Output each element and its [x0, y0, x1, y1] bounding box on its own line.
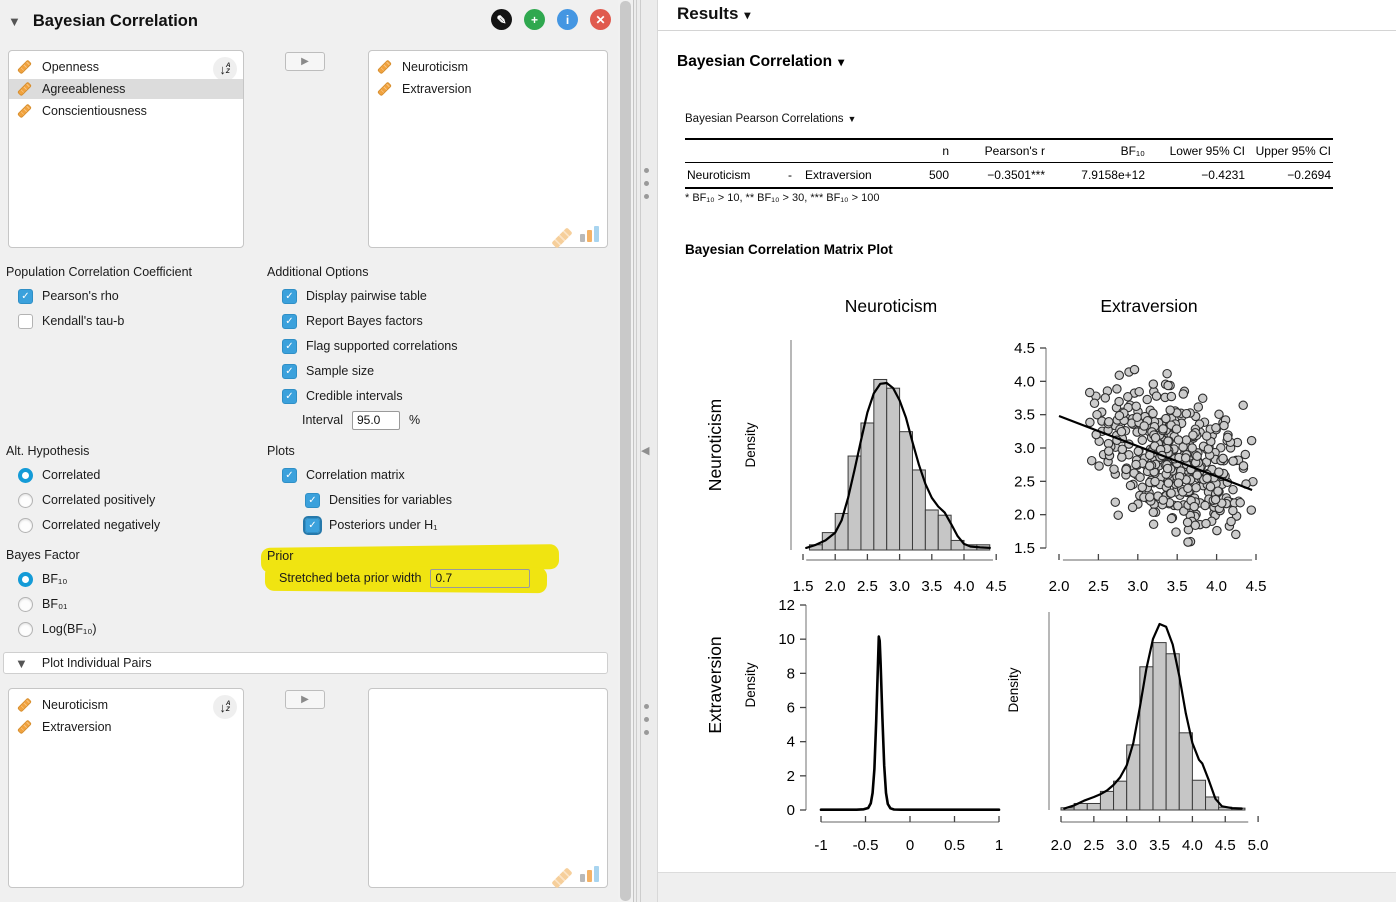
allowed-type-icons — [551, 226, 599, 242]
svg-text:5.0: 5.0 — [1247, 837, 1269, 854]
scale-variable-icon — [377, 82, 392, 97]
section-pop-corr-header: Population Correlation Coefficient — [6, 265, 192, 279]
results-header-bar — [658, 0, 1396, 31]
plus-icon: + — [530, 12, 538, 27]
radio-unselected-icon[interactable] — [18, 518, 33, 533]
svg-text:Neuroticism: Neuroticism — [705, 398, 725, 492]
svg-text:2.0: 2.0 — [1050, 837, 1072, 854]
plot-individual-pairs-expander[interactable] — [3, 652, 608, 674]
matrix-plot-title: Bayesian Correlation Matrix Plot — [685, 242, 893, 257]
results-panel — [657, 0, 1396, 902]
list-item[interactable] — [9, 695, 243, 715]
svg-text:0: 0 — [905, 837, 915, 854]
section-alt-hypothesis-header: Alt. Hypothesis — [6, 444, 90, 458]
radio-selected-icon[interactable] — [18, 468, 33, 483]
svg-text:3.0: 3.0 — [889, 578, 911, 595]
option-label: Sample size — [306, 364, 375, 378]
svg-text:3.5: 3.5 — [1149, 837, 1170, 854]
svg-text:Density: Density — [743, 422, 758, 468]
edit-title-button[interactable] — [491, 9, 512, 30]
svg-text:2: 2 — [786, 767, 795, 785]
svg-text:Extraversion: Extraversion — [1100, 296, 1198, 316]
checkbox-unchecked-icon[interactable] — [18, 314, 33, 329]
radio-bf10[interactable] — [18, 570, 67, 588]
radio-selected-icon[interactable] — [18, 572, 33, 587]
checkbox-sample-size[interactable] — [282, 362, 374, 380]
option-label: BF₁₀ — [42, 572, 68, 586]
checkbox-checked-icon[interactable]: ✓ — [282, 339, 297, 354]
section-prior-header: Prior — [267, 549, 294, 563]
drag-handle-dots[interactable] — [644, 168, 649, 199]
cell-var1: Neuroticism — [687, 168, 751, 182]
list-item[interactable] — [9, 717, 243, 737]
pairs-available-variables-list[interactable] — [8, 688, 244, 888]
svg-text:4.5: 4.5 — [1214, 837, 1236, 854]
table-row — [685, 163, 1333, 189]
duplicate-analysis-button[interactable] — [524, 9, 545, 30]
checkbox-checked-icon[interactable]: ✓ — [282, 389, 297, 404]
svg-text:3.5: 3.5 — [1014, 406, 1035, 424]
expander-label: Plot Individual Pairs — [41, 656, 152, 670]
assign-variable-button[interactable] — [285, 52, 325, 71]
analysis-options-panel — [0, 0, 618, 902]
stretched-beta-prior-width-input[interactable] — [430, 569, 530, 588]
radio-correlated-negatively[interactable] — [18, 516, 160, 534]
option-label: Flag supported correlations — [306, 339, 458, 353]
svg-text:6: 6 — [786, 699, 795, 717]
section-additional-header: Additional Options — [267, 265, 369, 279]
analysis-title: Bayesian Correlation — [32, 11, 198, 30]
svg-text:-1: -1 — [814, 837, 828, 854]
svg-text:10: 10 — [778, 631, 795, 649]
column-header-lower-ci: Lower 95% CI — [1169, 144, 1245, 158]
svg-text:4.5: 4.5 — [1014, 340, 1035, 357]
checkbox-densities-for-variables[interactable] — [305, 491, 452, 509]
svg-text:2.0: 2.0 — [1048, 578, 1070, 595]
option-label: Report Bayes factors — [306, 314, 423, 328]
interval-row — [302, 411, 420, 429]
assigned-variables-list[interactable] — [368, 50, 608, 248]
svg-text:Density: Density — [1006, 667, 1021, 713]
svg-text:2.5: 2.5 — [1014, 473, 1035, 491]
option-label: Correlated — [42, 468, 101, 482]
radio-log-bf10[interactable] — [18, 620, 97, 638]
svg-text:3.5: 3.5 — [1166, 578, 1188, 595]
checkbox-flag-supported[interactable] — [282, 337, 457, 355]
cell-lower-ci: −0.4231 — [1201, 168, 1245, 182]
interval-input[interactable] — [352, 411, 400, 430]
checkbox-display-pairwise[interactable] — [282, 287, 427, 305]
cell-pearsons-r: −0.3501*** — [987, 168, 1045, 182]
checkbox-posteriors-under-h1[interactable] — [305, 516, 437, 534]
analysis-toolbar — [491, 9, 611, 30]
svg-text:Extraversion: Extraversion — [705, 636, 725, 734]
svg-text:2.0: 2.0 — [824, 578, 846, 595]
checkbox-checked-icon[interactable]: ✓ — [282, 468, 297, 483]
option-label: Correlated positively — [42, 493, 156, 507]
svg-text:Neuroticism: Neuroticism — [844, 296, 938, 316]
radio-unselected-icon[interactable] — [18, 597, 33, 612]
pairs-assigned-list[interactable] — [368, 688, 608, 888]
variable-label: Extraversion — [42, 720, 112, 734]
scrollbar-thumb[interactable] — [620, 1, 631, 901]
results-footer-strip — [658, 872, 1396, 902]
variable-label: Openness — [42, 60, 99, 74]
arrow-right-icon: ▶ — [301, 56, 309, 67]
scale-variable-icon — [377, 60, 392, 75]
svg-text:4.0: 4.0 — [1206, 578, 1228, 595]
svg-text:2.5: 2.5 — [1083, 837, 1105, 854]
table-footnote: * BF₁₀ > 10, ** BF₁₀ > 30, *** BF₁₀ > 100 — [685, 192, 880, 204]
caret-down-icon[interactable]: ▾ — [744, 8, 751, 22]
correlation-matrix-plot — [677, 282, 1377, 872]
scale-variable-icon — [17, 104, 32, 119]
svg-text:3.0: 3.0 — [1014, 440, 1035, 458]
svg-text:12: 12 — [778, 597, 795, 615]
scale-variable-icon — [17, 720, 32, 735]
checkbox-kendalls-tau[interactable] — [18, 312, 124, 330]
assign-pair-button[interactable] — [285, 690, 325, 709]
arrow-right-icon: ▶ — [301, 694, 309, 705]
caret-down-icon[interactable]: ▾ — [838, 55, 845, 69]
variable-label: Neuroticism — [42, 698, 108, 712]
svg-text:1.5: 1.5 — [1014, 540, 1035, 558]
option-label: Log(BF₁₀) — [42, 622, 97, 636]
list-item[interactable] — [369, 57, 607, 77]
close-icon: ✕ — [595, 12, 606, 27]
scale-variable-icon — [17, 82, 32, 97]
bar-chart-icon — [580, 866, 599, 882]
svg-text:4: 4 — [786, 733, 795, 751]
list-item[interactable] — [9, 57, 243, 77]
option-label: Credible intervals — [306, 389, 403, 403]
scale-type-icon — [551, 867, 572, 888]
svg-text:2.0: 2.0 — [1014, 506, 1035, 524]
sort-variables-button[interactable]: ↓ A Z — [213, 57, 237, 81]
prior-width-label: Stretched beta prior width — [279, 571, 422, 585]
section-plots-header: Plots — [267, 444, 295, 458]
cell-upper-ci: −0.2694 — [1287, 168, 1331, 182]
option-label: Kendall's tau-b — [42, 314, 125, 328]
checkbox-report-bayes-factors[interactable] — [282, 312, 423, 330]
svg-text:4.0: 4.0 — [1014, 373, 1035, 391]
available-variables-list[interactable] — [8, 50, 244, 248]
panel-splitter[interactable] — [633, 0, 657, 902]
option-label: Correlation matrix — [306, 468, 405, 482]
svg-text:8: 8 — [786, 665, 795, 683]
pencil-icon: ✎ — [496, 12, 507, 27]
option-label: Display pairwise table — [306, 289, 427, 303]
info-icon: i — [565, 12, 570, 27]
column-header-pearsons-r: Pearson's r — [984, 144, 1045, 158]
interval-label: Interval — [302, 413, 343, 427]
checkbox-checked-icon[interactable]: ✓ — [282, 314, 297, 329]
table-title[interactable]: Bayesian Pearson Correlations ▼ — [685, 113, 857, 125]
svg-text:0.5: 0.5 — [944, 837, 965, 854]
options-scrollbar[interactable] — [618, 0, 633, 902]
svg-text:-0.5: -0.5 — [852, 837, 879, 854]
list-item-selected[interactable] — [9, 79, 243, 99]
svg-text:0: 0 — [786, 802, 795, 819]
sort-az-icon: ↓ — [219, 61, 226, 77]
checkbox-checked-icon[interactable]: ✓ — [282, 364, 297, 379]
cell-n: 500 — [928, 168, 949, 182]
column-header-upper-ci: Upper 95% CI — [1255, 144, 1331, 158]
collapse-section-icon[interactable]: ▼ — [15, 655, 28, 671]
column-header-bf10: BF₁₀ — [1120, 144, 1145, 158]
column-header-n: n — [942, 144, 949, 158]
table-header-row — [685, 139, 1333, 163]
close-analysis-button[interactable] — [590, 9, 611, 30]
svg-text:3.0: 3.0 — [1116, 837, 1138, 854]
help-button[interactable] — [557, 9, 578, 30]
svg-text:3.0: 3.0 — [1127, 578, 1149, 595]
option-label: Correlated negatively — [42, 518, 161, 532]
analysis-header — [8, 8, 198, 34]
variable-label: Neuroticism — [402, 60, 468, 74]
checkbox-checked-icon[interactable]: ✓ — [282, 289, 297, 304]
scale-variable-icon — [17, 698, 32, 713]
bar-chart-icon — [580, 226, 599, 242]
variable-label: Conscientiousness — [42, 104, 147, 118]
variable-label: Extraversion — [402, 82, 472, 96]
checkbox-checked-icon[interactable]: ✓ — [305, 493, 320, 508]
option-label: Posteriors under H₁ — [329, 518, 438, 532]
drag-handle-dots[interactable] — [644, 704, 649, 735]
scale-variable-icon — [17, 60, 32, 75]
cell-var2: Extraversion — [805, 168, 872, 182]
cell-bf10: 7.9158e+12 — [1081, 168, 1145, 182]
checkbox-credible-intervals[interactable] — [282, 387, 403, 405]
results-title[interactable]: Results ▾ — [677, 4, 751, 23]
percent-label: % — [409, 413, 421, 427]
list-item[interactable] — [9, 101, 243, 121]
collapse-panel-icon[interactable]: ◀ — [641, 445, 650, 457]
radio-bf01[interactable] — [18, 595, 67, 613]
allowed-type-icons — [551, 866, 599, 882]
radio-unselected-icon[interactable] — [18, 493, 33, 508]
svg-text:4.0: 4.0 — [953, 578, 975, 595]
scale-type-icon — [551, 227, 572, 248]
svg-text:4.5: 4.5 — [985, 578, 1007, 595]
list-item[interactable] — [369, 79, 607, 99]
collapse-analysis-icon[interactable]: ▼ — [8, 13, 21, 29]
cell-separator: - — [788, 168, 792, 182]
radio-unselected-icon[interactable] — [18, 622, 33, 637]
prior-width-row — [279, 569, 530, 587]
radio-correlated-positively[interactable] — [18, 491, 155, 509]
variable-label: Agreeableness — [42, 82, 126, 96]
svg-text:3.5: 3.5 — [921, 578, 943, 595]
option-label: BF₀₁ — [42, 597, 68, 611]
sort-az-icon: ↓ — [219, 699, 226, 715]
option-label: Pearson's rho — [42, 289, 119, 303]
option-label: Densities for variables — [329, 493, 452, 507]
svg-text:4.0: 4.0 — [1181, 837, 1203, 854]
checkbox-correlation-matrix[interactable] — [282, 466, 405, 484]
svg-text:2.5: 2.5 — [856, 578, 878, 595]
caret-down-icon[interactable]: ▼ — [847, 114, 857, 124]
checkbox-checked-icon[interactable]: ✓ — [18, 289, 33, 304]
svg-text:1: 1 — [994, 837, 1004, 854]
bayesian-pearson-correlations-table — [685, 138, 1333, 189]
svg-text:4.5: 4.5 — [1245, 578, 1267, 595]
radio-correlated[interactable] — [18, 466, 100, 484]
checkbox-pearsons-rho[interactable] — [18, 287, 119, 305]
section-bayes-factor-header: Bayes Factor — [6, 548, 80, 562]
svg-text:Density: Density — [743, 662, 758, 708]
sort-variables-button[interactable]: ↓ A Z — [213, 695, 237, 719]
results-section-title[interactable]: Bayesian Correlation ▾ — [677, 53, 845, 70]
svg-text:1.5: 1.5 — [792, 578, 814, 595]
svg-text:2.5: 2.5 — [1087, 578, 1109, 595]
checkbox-checked-focused-icon[interactable]: ✓ — [305, 518, 320, 533]
